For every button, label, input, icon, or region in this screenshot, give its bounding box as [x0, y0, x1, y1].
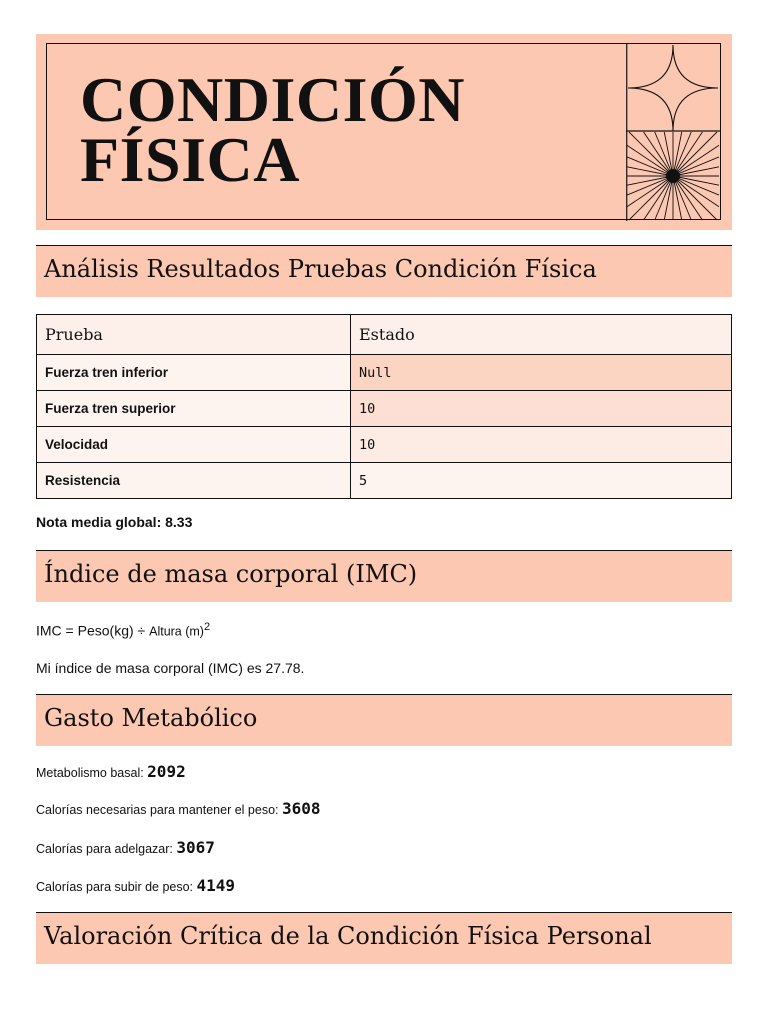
analysis-section-header [36, 245, 732, 297]
critique-section-title: Valoración Crítica de la Condición Física Personal [44, 922, 652, 950]
prueba-cell: Velocidad [37, 427, 351, 463]
hero-banner [36, 34, 732, 230]
decorative-sunburst-icon [626, 43, 720, 221]
sunburst-ray [629, 132, 673, 176]
metabolic-label: Metabolismo basal: [36, 766, 148, 780]
table-header-row [37, 315, 732, 355]
metabolic-label: Calorías necesarias para mantener el peso: [36, 803, 282, 817]
table-row [37, 355, 732, 391]
sunburst-ray [673, 132, 717, 176]
sunburst-ray [673, 176, 717, 220]
table-row [37, 427, 732, 463]
estado-cell: 10 [351, 391, 732, 427]
metabolic-line-lose [36, 838, 215, 857]
column-header-prueba: Prueba [37, 315, 351, 355]
metabolic-line-basal [36, 762, 186, 781]
prueba-cell: Fuerza tren superior [37, 391, 351, 427]
metabolic-line-gain [36, 876, 235, 895]
imc-formula-prefix: IMC = Peso(kg) ÷ [36, 622, 150, 639]
metabolic-label: Calorías para adelgazar: [36, 842, 177, 856]
title-line-2: FÍSICA [80, 124, 300, 195]
metabolic-section-title: Gasto Metabólico [44, 704, 258, 732]
metabolic-value: 3608 [281, 799, 321, 818]
metabolic-line-maintain [36, 799, 321, 818]
imc-result: Mi índice de masa corporal (IMC) es 27.78. [36, 660, 305, 676]
metabolic-value: 4149 [196, 876, 236, 895]
estado-cell: 5 [351, 463, 732, 499]
imc-section-header [36, 550, 732, 602]
table-row [37, 391, 732, 427]
results-table [36, 314, 732, 499]
sunburst-ray [629, 176, 673, 220]
metabolic-section-header [36, 694, 732, 746]
critique-section-header [36, 912, 732, 964]
title-line-1: CONDICIÓN [80, 64, 465, 135]
analysis-section-title: Análisis Resultados Pruebas Condición Física [44, 255, 597, 283]
imc-section-title: Índice de masa corporal (IMC) [44, 560, 418, 588]
estado-cell: Null [351, 355, 732, 391]
metabolic-label: Calorías para subir de peso: [36, 880, 197, 894]
estado-cell: 10 [351, 427, 732, 463]
column-header-estado: Estado [351, 315, 732, 355]
prueba-cell: Fuerza tren inferior [37, 355, 351, 391]
imc-formula-altura: Altura (m) [149, 624, 204, 639]
metabolic-value: 2092 [147, 762, 186, 781]
page-title [80, 64, 465, 195]
imc-formula [36, 621, 210, 639]
metabolic-value: 3067 [176, 838, 215, 857]
global-average-note: Nota media global: 8.33 [36, 514, 193, 530]
table-row [37, 463, 732, 499]
prueba-cell: Resistencia [37, 463, 351, 499]
imc-formula-exponent: 2 [203, 621, 211, 633]
